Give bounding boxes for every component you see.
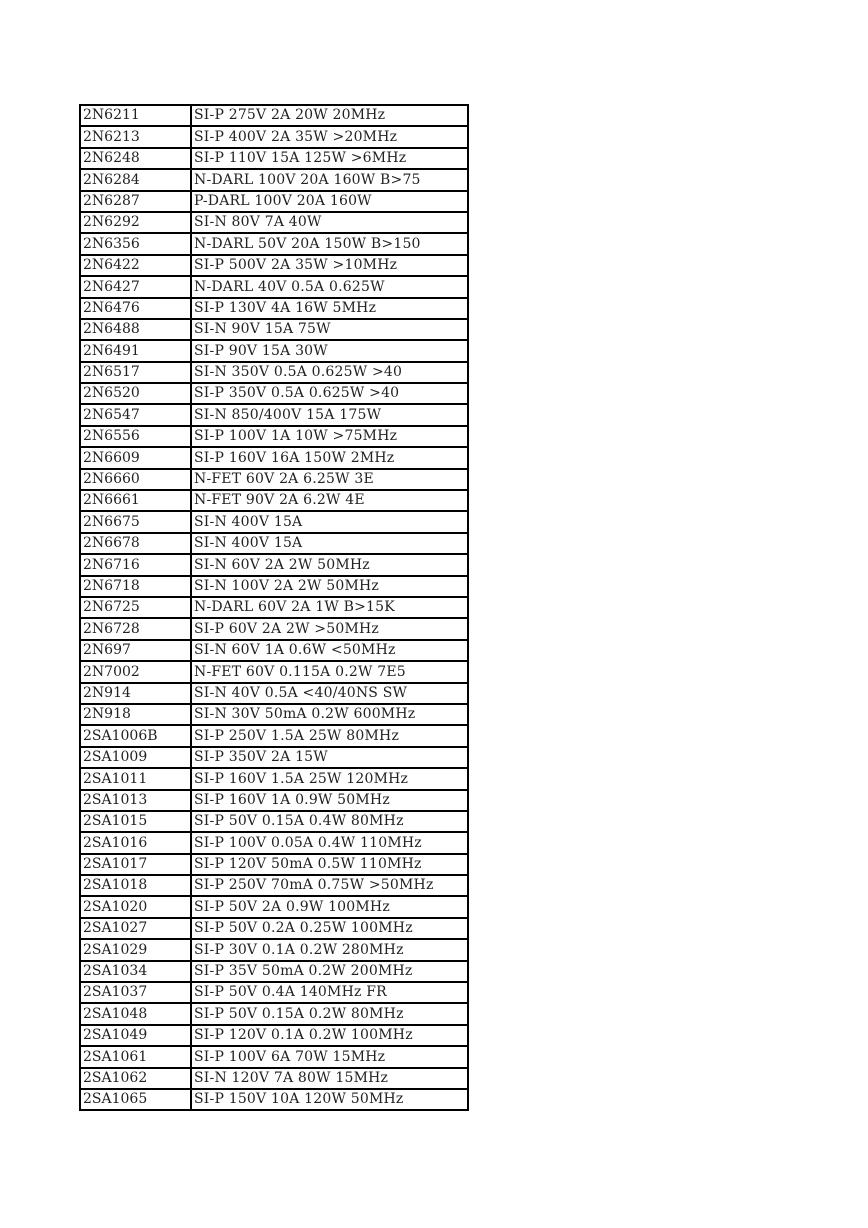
specification-cell: N-FET 60V 2A 6.25W 3E — [191, 469, 468, 490]
part-number-cell: 2SA1016 — [80, 832, 191, 853]
specification-cell: SI-P 350V 0.5A 0.625W >40 — [191, 383, 468, 404]
table-row — [80, 704, 468, 725]
specification-cell: SI-N 400V 15A — [191, 511, 468, 532]
table-body — [80, 105, 468, 1110]
table-row — [80, 233, 468, 254]
part-number-cell: 2N6609 — [80, 447, 191, 468]
part-number-cell: 2N6678 — [80, 533, 191, 554]
specification-cell: SI-N 90V 15A 75W — [191, 319, 468, 340]
part-number-cell: 2SA1013 — [80, 790, 191, 811]
part-number-cell: 2N6476 — [80, 298, 191, 319]
table-row — [80, 854, 468, 875]
specification-cell: SI-P 500V 2A 35W >10MHz — [191, 255, 468, 276]
specification-cell: SI-N 120V 7A 80W 15MHz — [191, 1068, 468, 1089]
table-row — [80, 212, 468, 233]
part-number-cell: 2SA1017 — [80, 854, 191, 875]
table-row — [80, 768, 468, 789]
part-number-cell: 2SA1011 — [80, 768, 191, 789]
part-number-cell: 2N6488 — [80, 319, 191, 340]
part-number-cell: 2SA1006B — [80, 725, 191, 746]
table-row — [80, 383, 468, 404]
specification-cell: N-FET 60V 0.115A 0.2W 7E5 — [191, 661, 468, 682]
table-row — [80, 169, 468, 190]
table-row — [80, 790, 468, 811]
specification-cell: N-DARL 60V 2A 1W B>15K — [191, 597, 468, 618]
specification-cell: SI-P 110V 15A 125W >6MHz — [191, 148, 468, 169]
table-row — [80, 533, 468, 554]
table-row — [80, 811, 468, 832]
part-number-cell: 2N6287 — [80, 191, 191, 212]
part-number-cell: 2N6556 — [80, 426, 191, 447]
table-row — [80, 255, 468, 276]
part-number-cell: 2SA1015 — [80, 811, 191, 832]
specification-cell: SI-P 50V 0.2A 0.25W 100MHz — [191, 918, 468, 939]
part-number-cell: 2N6211 — [80, 105, 191, 126]
specification-cell: SI-N 400V 15A — [191, 533, 468, 554]
specification-cell: SI-N 30V 50mA 0.2W 600MHz — [191, 704, 468, 725]
specification-cell: SI-P 250V 70mA 0.75W >50MHz — [191, 875, 468, 896]
table-row — [80, 126, 468, 147]
specification-cell: SI-P 130V 4A 16W 5MHz — [191, 298, 468, 319]
part-number-cell: 2N6292 — [80, 212, 191, 233]
specification-cell: SI-P 60V 2A 2W >50MHz — [191, 618, 468, 639]
part-number-cell: 2N6547 — [80, 404, 191, 425]
part-number-cell: 2SA1061 — [80, 1046, 191, 1067]
specification-cell: SI-P 35V 50mA 0.2W 200MHz — [191, 961, 468, 982]
table-row — [80, 1046, 468, 1067]
table-row — [80, 832, 468, 853]
table-row — [80, 148, 468, 169]
part-number-cell: 2N918 — [80, 704, 191, 725]
specification-cell: SI-P 50V 0.15A 0.4W 80MHz — [191, 811, 468, 832]
part-number-cell: 2N6213 — [80, 126, 191, 147]
part-number-cell: 2SA1018 — [80, 875, 191, 896]
specification-cell: N-FET 90V 2A 6.2W 4E — [191, 490, 468, 511]
specification-cell: SI-N 80V 7A 40W — [191, 212, 468, 233]
table-row — [80, 683, 468, 704]
part-number-cell: 2N6725 — [80, 597, 191, 618]
part-number-cell: 2SA1049 — [80, 1025, 191, 1046]
table-row — [80, 404, 468, 425]
part-number-cell: 2SA1009 — [80, 747, 191, 768]
part-number-cell: 2SA1065 — [80, 1089, 191, 1110]
table-row — [80, 511, 468, 532]
table-row — [80, 362, 468, 383]
table-row — [80, 725, 468, 746]
part-number-cell: 2N6491 — [80, 340, 191, 361]
table-row — [80, 597, 468, 618]
table-row — [80, 554, 468, 575]
specification-cell: SI-P 150V 10A 120W 50MHz — [191, 1089, 468, 1110]
table-row — [80, 276, 468, 297]
part-number-cell: 2N6661 — [80, 490, 191, 511]
part-number-cell: 2SA1034 — [80, 961, 191, 982]
specification-cell: SI-P 30V 0.1A 0.2W 280MHz — [191, 939, 468, 960]
part-number-cell: 2N6675 — [80, 511, 191, 532]
table-row — [80, 961, 468, 982]
table-row — [80, 191, 468, 212]
table-row — [80, 298, 468, 319]
specification-cell: SI-P 90V 15A 30W — [191, 340, 468, 361]
part-number-cell: 2SA1048 — [80, 1003, 191, 1024]
table-row — [80, 1089, 468, 1110]
part-number-cell: 2N697 — [80, 640, 191, 661]
part-number-cell: 2N6427 — [80, 276, 191, 297]
table-row — [80, 896, 468, 917]
table-row — [80, 105, 468, 126]
table-row — [80, 447, 468, 468]
specification-cell: SI-P 350V 2A 15W — [191, 747, 468, 768]
specification-cell: SI-N 350V 0.5A 0.625W >40 — [191, 362, 468, 383]
table-row — [80, 875, 468, 896]
specification-cell: SI-P 100V 6A 70W 15MHz — [191, 1046, 468, 1067]
part-number-cell: 2N6718 — [80, 576, 191, 597]
specification-cell: SI-N 60V 1A 0.6W <50MHz — [191, 640, 468, 661]
table-row — [80, 469, 468, 490]
table-row — [80, 640, 468, 661]
specification-cell: SI-P 50V 0.15A 0.2W 80MHz — [191, 1003, 468, 1024]
part-number-cell: 2N6728 — [80, 618, 191, 639]
specification-cell: SI-N 100V 2A 2W 50MHz — [191, 576, 468, 597]
part-number-cell: 2N6660 — [80, 469, 191, 490]
part-number-cell: 2N6248 — [80, 148, 191, 169]
table-row — [80, 426, 468, 447]
specification-cell: SI-P 50V 0.4A 140MHz FR — [191, 982, 468, 1003]
specification-cell: SI-P 160V 1.5A 25W 120MHz — [191, 768, 468, 789]
table-row — [80, 319, 468, 340]
specification-cell: SI-N 40V 0.5A <40/40NS SW — [191, 683, 468, 704]
specification-cell: SI-P 120V 0.1A 0.2W 100MHz — [191, 1025, 468, 1046]
part-number-cell: 2SA1029 — [80, 939, 191, 960]
part-number-cell: 2N6284 — [80, 169, 191, 190]
table-row — [80, 618, 468, 639]
table-row — [80, 939, 468, 960]
part-number-cell: 2SA1037 — [80, 982, 191, 1003]
part-number-cell: 2N6422 — [80, 255, 191, 276]
part-number-cell: 2N914 — [80, 683, 191, 704]
table-row — [80, 340, 468, 361]
specification-cell: SI-P 160V 16A 150W 2MHz — [191, 447, 468, 468]
part-number-cell: 2N6716 — [80, 554, 191, 575]
specification-cell: SI-P 100V 0.05A 0.4W 110MHz — [191, 832, 468, 853]
part-number-cell: 2SA1020 — [80, 896, 191, 917]
specification-cell: SI-N 850/400V 15A 175W — [191, 404, 468, 425]
specification-cell: SI-P 250V 1.5A 25W 80MHz — [191, 725, 468, 746]
specification-cell: SI-P 160V 1A 0.9W 50MHz — [191, 790, 468, 811]
specification-cell: N-DARL 100V 20A 160W B>75 — [191, 169, 468, 190]
specification-cell: SI-P 100V 1A 10W >75MHz — [191, 426, 468, 447]
specification-cell: P-DARL 100V 20A 160W — [191, 191, 468, 212]
specification-cell: SI-P 120V 50mA 0.5W 110MHz — [191, 854, 468, 875]
table-row — [80, 1003, 468, 1024]
part-number-cell: 2N7002 — [80, 661, 191, 682]
specification-cell: N-DARL 40V 0.5A 0.625W — [191, 276, 468, 297]
specification-cell: SI-P 400V 2A 35W >20MHz — [191, 126, 468, 147]
table-row — [80, 1025, 468, 1046]
specification-cell: SI-N 60V 2A 2W 50MHz — [191, 554, 468, 575]
table-row — [80, 918, 468, 939]
part-number-cell: 2N6356 — [80, 233, 191, 254]
table-row — [80, 576, 468, 597]
part-number-cell: 2N6517 — [80, 362, 191, 383]
specification-cell: SI-P 50V 2A 0.9W 100MHz — [191, 896, 468, 917]
specification-cell: N-DARL 50V 20A 150W B>150 — [191, 233, 468, 254]
transistor-spec-table — [79, 104, 469, 1111]
table-row — [80, 661, 468, 682]
part-number-cell: 2N6520 — [80, 383, 191, 404]
table-row — [80, 747, 468, 768]
part-number-cell: 2SA1027 — [80, 918, 191, 939]
table-row — [80, 490, 468, 511]
table-row — [80, 1068, 468, 1089]
part-number-cell: 2SA1062 — [80, 1068, 191, 1089]
specification-cell: SI-P 275V 2A 20W 20MHz — [191, 105, 468, 126]
table-row — [80, 982, 468, 1003]
